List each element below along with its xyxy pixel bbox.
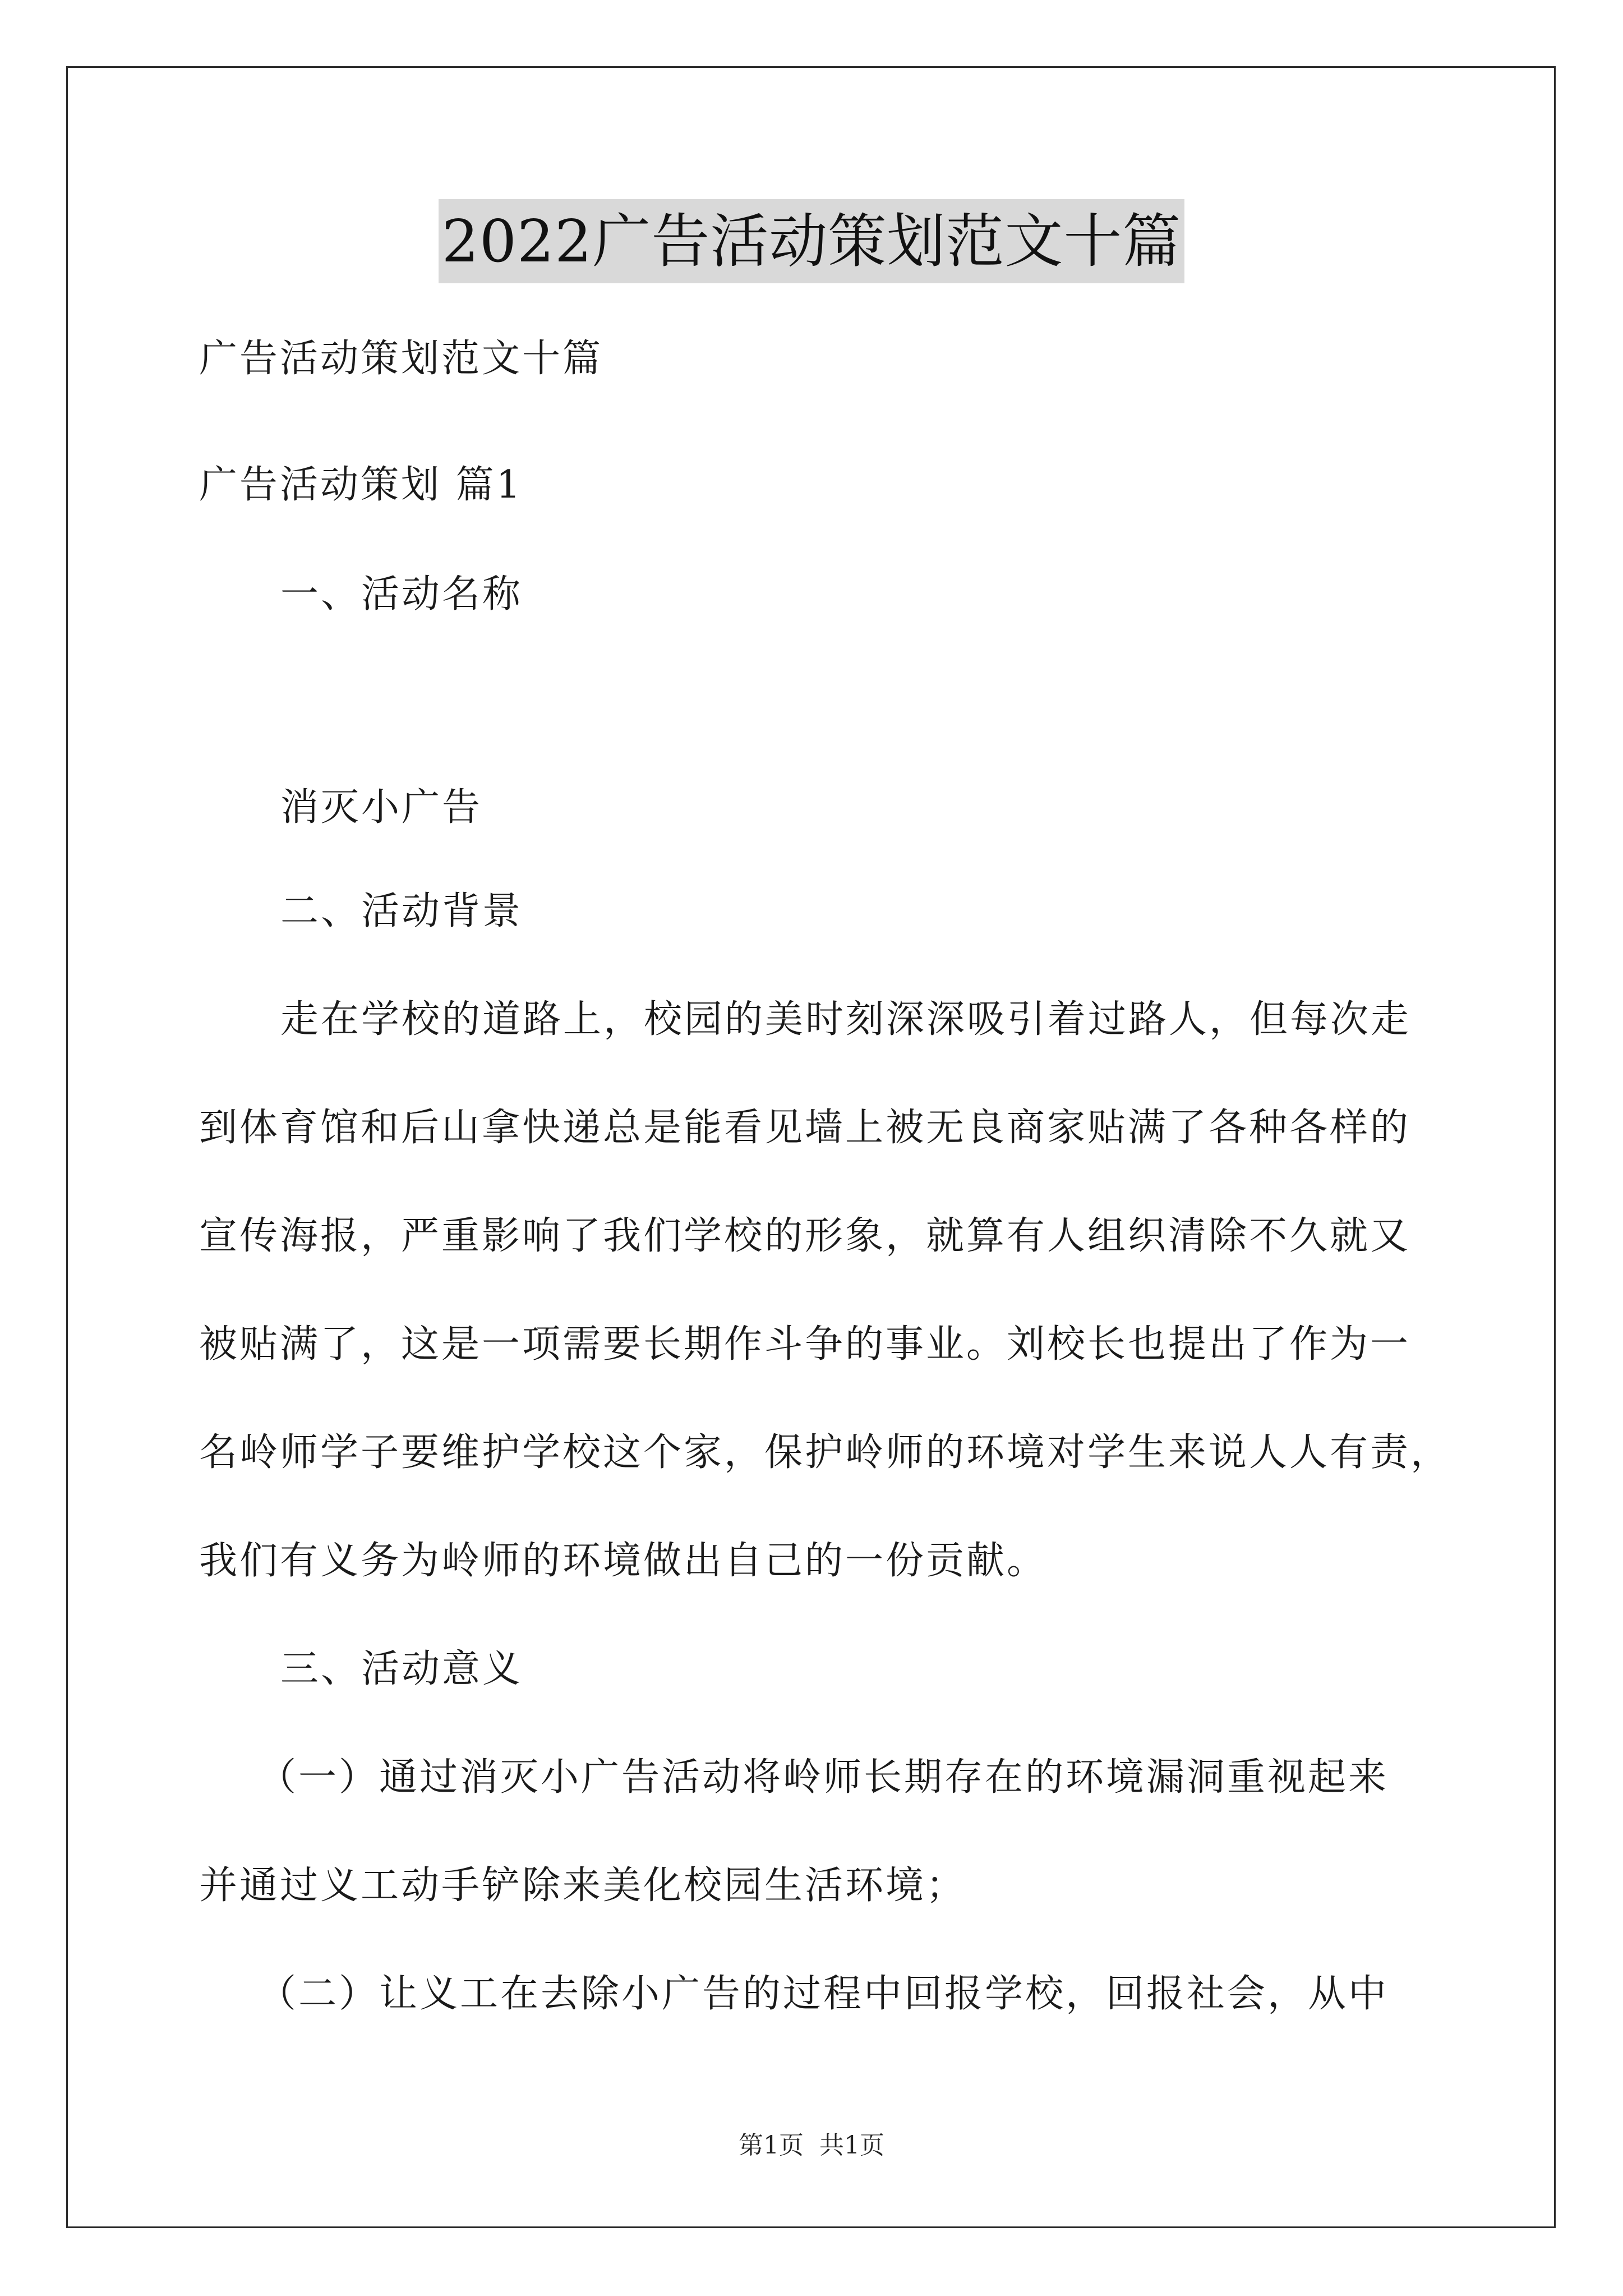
paragraph-line: 名岭师学子要维护学校这个家，保护岭师的环境对学生来说人人有责， bbox=[199, 1430, 1451, 1475]
activity-name-value: 消灭小广告 bbox=[280, 785, 483, 830]
paragraph-line: 我们有义务为岭师的环境做出自己的一份贡献。 bbox=[199, 1539, 1048, 1583]
paragraph-line: 宣传海报，严重影响了我们学校的形象，就算有人组织清除不久就又 bbox=[199, 1214, 1411, 1258]
paragraph-line: （二）让义工在去除小广告的过程中回报学校，回报社会，从中 bbox=[258, 1972, 1389, 2016]
paragraph-line: 走在学校的道路上，校园的美时刻深深吸引着过路人，但每次走 bbox=[280, 997, 1412, 1042]
paragraph-line: （一）通过消灭小广告活动将岭师长期存在的环境漏洞重视起来 bbox=[258, 1755, 1389, 1800]
heading-significance: 三、活动意义 bbox=[280, 1647, 523, 1691]
page-number: 第1页 bbox=[739, 2131, 804, 2160]
heading-activity-name: 一、活动名称 bbox=[280, 572, 523, 616]
heading-background: 二、活动背景 bbox=[280, 889, 523, 933]
paragraph-line: 被贴满了，这是一项需要长期作斗争的事业。刘校长也提出了作为一 bbox=[199, 1322, 1411, 1366]
page-footer bbox=[0, 2129, 1623, 2162]
paragraph-line: 并通过义工动手铲除来美化校园生活环境； bbox=[199, 1864, 967, 1908]
section-heading: 广告活动策划 篇1 bbox=[199, 463, 523, 507]
subtitle: 广告活动策划范文十篇 bbox=[199, 337, 603, 381]
page-total: 共1页 bbox=[819, 2131, 884, 2160]
document-title: 2022广告活动策划范文十篇 bbox=[439, 199, 1185, 283]
paragraph-line: 到体育馆和后山拿快递总是能看见墙上被无良商家贴满了各种各样的 bbox=[199, 1106, 1411, 1150]
title-container bbox=[0, 199, 1623, 283]
